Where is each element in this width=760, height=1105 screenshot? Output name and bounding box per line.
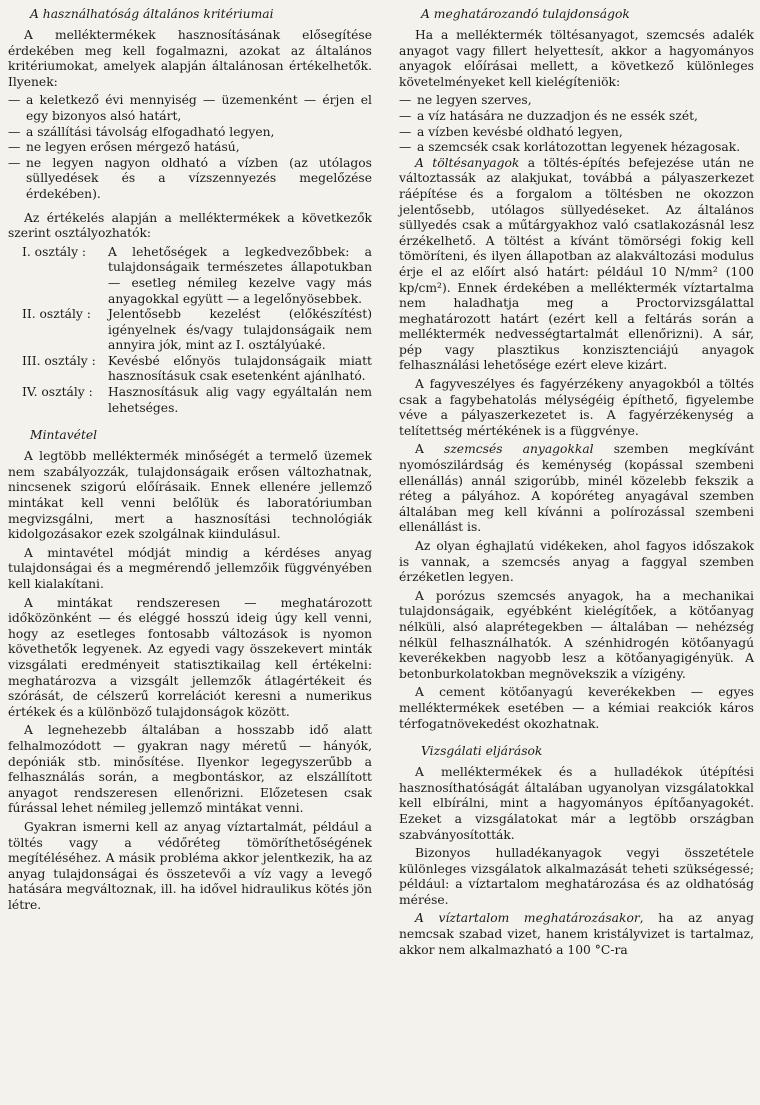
- class-row: [8, 354, 372, 385]
- body-paragraph: A mintavétel módját mindig a kérdéses anyag tulajdonságai és a megmérendő jellemzőik függvényében kell kialakítani.: [8, 545, 372, 591]
- class-label: IV. osztály :: [22, 385, 93, 400]
- body-paragraph-granular-materials: A szemcsés anyagokkal szemben megkívánt nyomószilárdság és keménység (kopással szembeni ellenállás) annál szigorúbb, minél közelebb fekszik a réteg a pályához. A kopóréteg anyagával szemben általában meg kell kívánni a polírozással szembeni ellenállást is.: [399, 442, 754, 535]
- criteria-intro-paragraph: A melléktermékek hasznosításának elősegítése érdekében meg kell fogalmazni, azokat az általános kritériumokat, amelyek alapján általánosan értékelhetők. Ilyenek:: [8, 28, 372, 89]
- requirements-list-item: — a víz hatására ne duzzadjon és ne essék szét,: [399, 108, 698, 123]
- body-paragraph: A legtöbb melléktermék minőségét a termelő üzemek nem szabályozzák, tulajdonságaik erősen változhatnak, nincsenek szigorú előírásaik. Ennek ellenére jellemző mintákat kell venni belőlük és laboratóriumban megvizsgálni, mert a hasznosítási technológiák kidolgozásakor ezek szolgálnak kiindulásul.: [8, 449, 372, 542]
- class-row: [8, 385, 372, 416]
- body-paragraph: Gyakran ismerni kell az anyag víztartalmát, például a töltés vagy a védőréteg tömöríthetőségének megítéléséhez. A másik probléma akkor jelentkezik, ha az anyag tulajdonságai és összetevői a víz vagy a levegő hatására megváltoznak, ill. ha idővel hidraulikus kötés jön létre.: [8, 819, 372, 912]
- criteria-list-item: — ne legyen erősen mérgező hatású,: [8, 140, 240, 155]
- body-paragraph: A legnehezebb általában a hosszabb idő alatt felhalmozódott — gyakran nagy méretű — hányók, depóniák stb. minősítése. Ilyenkor legegyszerűbb a felhasználás során, a megbontáskor, az elszállított anyagot rendszeresen ellenőrizni. Előzetesen csak fúrással lehet némileg jellemző mintákat venni.: [8, 723, 372, 816]
- classification-list: [8, 245, 372, 417]
- classes-intro-paragraph: Az értékelés alapján a melléktermékek a következők szerint osztályozhatók:: [8, 210, 372, 241]
- requirements-list-item: — a szemcsék csak korlátozottan legyenek hézagosak.: [399, 140, 741, 155]
- criteria-list: [8, 93, 372, 202]
- criteria-list-item: — ne legyen nagyon oldható a vízben (az utólagos süllyedések és a vízszennyezés megelőzése érdekében).: [8, 155, 372, 201]
- class-label: II. osztály :: [22, 307, 91, 322]
- requirements-intro-paragraph: Ha a melléktermék töltésanyagot, szemcsés adalék anyagot vagy fillert helyettesít, akkor a hagyományos anyagok előírásai mellett, a következő különleges követelményeket kell kielégíteniök:: [399, 28, 754, 89]
- body-paragraph-water-content: A víztartalom meghatározásakor, ha az anyag nemcsak szabad vizet, hanem kristályvizet is tartalmaz, akkor nem alkalmazható a 100 °C-ra: [399, 911, 754, 957]
- body-paragraph: A mintákat rendszeresen — meghatározott időközönként — és eléggé hosszú ideig úgy kell venni, hogy az esetleges fontosabb változások is nyomon követhetők legyenek. Az egyedi vagy összekevert minták vizsgálati eredményeit statisztikailag kell értékelni: meghatározva a vizsgált jellemzők átlagértékeit és szórását, de célszerű korrelációt keresni a numerikus értékek és a különböző tulajdonságok között.: [8, 595, 372, 719]
- section-heading-test-methods: Vizsgálati eljárások: [421, 744, 543, 759]
- body-paragraph: Bizonyos hulladékanyagok vegyi összetétele különleges vizsgálatok alkalmazását teheti szükségessé; például: a víztartalom meghatározása és az oldhatóság mérése.: [399, 846, 754, 907]
- criteria-list-item: — a keletkező évi mennyiség — üzemenként — érjen el egy bizonyos alsó határt,: [8, 93, 372, 123]
- body-paragraph: A cement kötőanyagú keverékekben — egyes melléktermékek esetében — a kémiai reakciók káros térfogatnövekedést okozhatnak.: [399, 685, 754, 731]
- class-description: Kevésbé előnyös tulajdonságaik miatt hasznosításuk csak esetenként ajánlható.: [108, 353, 372, 384]
- class-description: Hasznosításuk alig vagy egyáltalán nem lehetséges.: [108, 385, 372, 415]
- requirements-list: [399, 93, 754, 155]
- criteria-list-item: — a szállítási távolság elfogadható legyen,: [8, 124, 275, 139]
- class-row: [8, 245, 372, 307]
- class-description: Jelentősebb kezelést (előkészítést) igényelnek és/vagy tulajdonságaik nem annyira jók, mint az I. osztályúaké.: [108, 307, 372, 353]
- requirements-list-item: — a vízben kevésbé oldható legyen,: [399, 124, 623, 139]
- body-paragraph-fill-materials: A töltésanyagok a töltés-építés befejezése után ne változtassák az alakjukat, továbbá a pályaszerkezet ráépítése és a forgalom a töltésben ne okozzon jelentősebb, utólagos süllyedéseket. Az általános süllyedés csak a műtárgyakhoz való csatlakozásnál lesz érzékelhető. A töltést a kívánt tömörségi fokig kell tömöríteni, és ilyen állapotban az alakváltozási modulus érje el az előírt alsó határt: például 10 N/mm² (100 kp/cm²). Ennek érdekében a melléktermék víztartalma nem haladhatja meg a Proctorvizsgálattal meghatározott határt (ezért kell a feltárás során a melléktermék nedvességtartalmát ellenőrizni). A sár, pép vagy plasztikus konzisztenciájú anyagok felhasználási lehetősége ezért eleve kizárt.: [399, 155, 755, 373]
- right-column: [399, 6, 754, 961]
- class-description: A lehetőségek a legkedvezőbbek: a tulajdonságaik természetes állapotukban — esetleg némileg kezelve vagy más anyagokkal együtt — a legelőnyösebbek.: [108, 244, 372, 306]
- section-heading-sampling: Mintavétel: [30, 428, 98, 443]
- section-heading-properties: A meghatározandó tulajdonságok: [421, 7, 630, 21]
- body-paragraph: Az olyan éghajlatú vidékeken, ahol fagyos időszakok is vannak, a szemcsés anyag a faggyal szemben érzéketlen legyen.: [399, 539, 754, 585]
- class-label: III. osztály :: [22, 353, 96, 368]
- section-heading-usability-criteria: A használhatóság általános kritériumai: [30, 7, 274, 21]
- left-column: [8, 6, 372, 916]
- requirements-list-item: — ne legyen szerves,: [399, 93, 532, 108]
- body-paragraph: A porózus szemcsés anyagok, ha a mechanikai tulajdonságaik, egyébként kielégítőek, a kötőanyag nélküli, alsó alaprétegekben — általában — nehézség nélkül felhasználhatók. A szénhidrogén kötőanyagú keverékekben nagyobb lesz a kötőanyagigényük. A betonburkolatokban megnövekszik a vízigény.: [399, 588, 754, 681]
- body-paragraph: A melléktermékek és a hulladékok útépítési hasznosíthatóságát általában ugyanolyan vizsgálatokkal kell elbírálni, mint a hagyományos építőanyagokét. Ezeket a vizsgálatokat már a legtöbb országban szabványosították.: [399, 765, 754, 842]
- class-row: [8, 307, 372, 354]
- body-paragraph: A fagyveszélyes és fagyérzékeny anyagokból a töltés csak a fagybehatolás mélységéig építhető, figyelembe véve a pályaszerkezetet is. A fagyérzékenység a telítettség mértékének is a függvénye.: [399, 377, 754, 438]
- class-label: I. osztály :: [22, 244, 87, 259]
